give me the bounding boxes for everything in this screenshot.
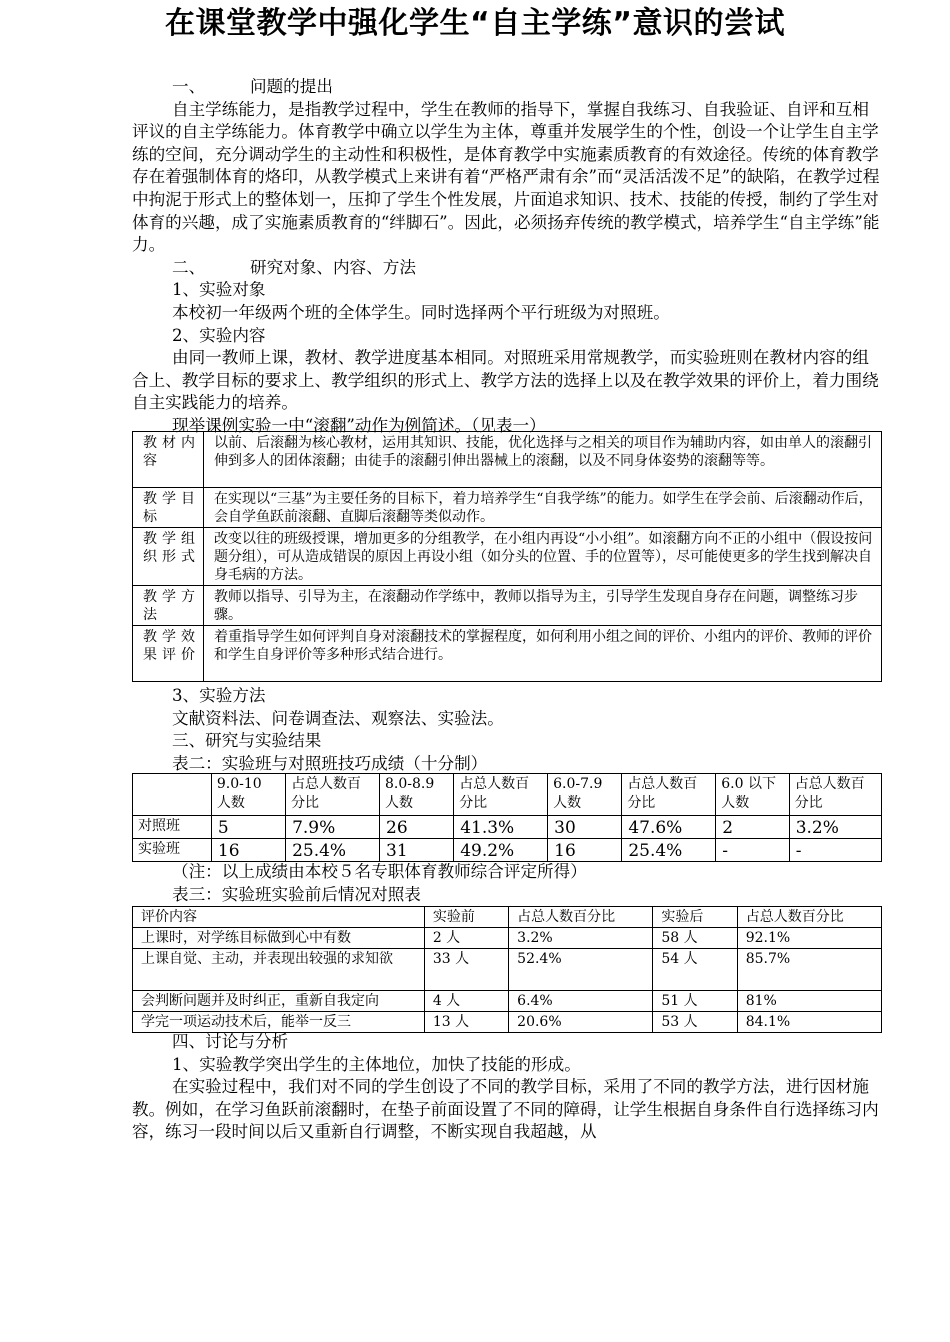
value-cell: 49.2% [454, 839, 548, 862]
row-label-cell: 会判断问题并及时纠正，重新自我定向 [133, 991, 425, 1012]
value-cell: 30 [548, 816, 622, 839]
section-heading-4: 四、讨论与分析 [172, 1032, 289, 1051]
value-cell: 25.4% [286, 839, 380, 862]
value-cell: 47.6% [622, 816, 716, 839]
value-cell: 85.7% [737, 949, 881, 991]
paragraph: 自主学练能力，是指教学过程中，学生在教师的指导下，掌握自我练习、自我验证、自评和互相评议的自主学练能力。体育教学中确立以学生为主体，尊重并发展学生的个性，创设一个让学生自主学练的空间，充分调动学生的主动性和积极性，是体育教学中实施素质教育的有效途径。传统的体育教学存在着强制体育的烙印，从教学模式上来讲有着“严格严肃有余”而“灵活活泼不足”的缺陷，在教学过程中拘泥于形式上的整体划一，压抑了学生个性发展，片面追求知识、技术、技能的传授，制约了学生对体育的兴趣，成了实施素质教育的“绊脚石”。因此，必须扬弃传统的教学模式，培养学生“自主学练”能力。 [132, 99, 880, 255]
table-row [133, 928, 882, 949]
value-cell: 81% [737, 991, 881, 1012]
row-header-cell: 教学组织形式 [133, 528, 204, 586]
table-caption: 表三：实验班实验前后情况对照表 [172, 884, 421, 904]
body-text-middle [132, 685, 882, 775]
row-label-cell: 上课自觉、主动，并表现出较强的求知欲 [133, 949, 425, 991]
table-header-row [133, 907, 882, 928]
table-row [133, 626, 882, 682]
body-text-top [132, 76, 882, 438]
section-number: 一、 [172, 77, 206, 96]
header-cell: 6.0-7.9 人数 [548, 774, 622, 816]
paragraph: 文献资料法、问卷调查法、观察法、实验法。 [172, 708, 504, 728]
value-cell: 33 人 [424, 949, 508, 991]
header-cell: 占总人数百分比 [509, 907, 653, 928]
teaching-design-table [132, 431, 882, 682]
row-content-cell: 改变以往的班级授课，增加更多的分组教学，在小组内再设“小小组”。如滚翻方向不正的小组中（假设按问题分组），可从造成错误的原因上再设小组（如分头的位置、手的位置等），尽可能使更多的学生找到解决自身毛病的方法。 [204, 528, 882, 586]
table-row [133, 949, 882, 991]
row-content-cell: 以前、后滚翻为核心教材，运用其知识、技能，优化选择与之相关的项目作为辅助内容，如由单人的滚翻引伸到多人的团体滚翻；由徒手的滚翻引伸出器械上的滚翻，以及不同身体姿势的滚翻等等。 [204, 432, 882, 488]
page-title: 在课堂教学中强化学生“自主学练”意识的尝试 [165, 6, 785, 41]
subheading: 3、实验方法 [172, 686, 266, 705]
value-cell: - [716, 839, 789, 862]
value-cell: 16 [211, 839, 285, 862]
subheading: 2、实验内容 [172, 325, 266, 345]
row-label-cell: 学完一项运动技术后，能举一反三 [133, 1012, 425, 1033]
header-cell: 8.0-8.9 人数 [380, 774, 454, 816]
value-cell: 51 人 [653, 991, 737, 1012]
header-cell: 实验前 [424, 907, 508, 928]
header-cell: 9.0-10 人数 [211, 774, 285, 816]
section-heading-3: 三、研究与实验结果 [172, 731, 322, 751]
table-row [133, 432, 882, 488]
header-cell: 占总人数百分比 [622, 774, 716, 816]
table-row [133, 839, 882, 862]
row-content-cell: 教师以指导、引导为主，在滚翻动作学练中，教师以指导为主，引导学生发现自身存在问题，调整练习步骤。 [204, 586, 882, 626]
header-cell: 占总人数百分比 [454, 774, 548, 816]
paragraph: 本校初一年级两个班的全体学生。同时选择两个平行班级为对照班。 [172, 302, 670, 322]
value-cell: 53 人 [653, 1012, 737, 1033]
row-content-cell: 在实现以“三基”为主要任务的目标下，着力培养学生“自我学练”的能力。如学生在学会前、后滚翻动作后，会自学鱼跃前滚翻、直脚后滚翻等类似动作。 [204, 488, 882, 528]
section-title: 研究对象、内容、方法 [250, 257, 416, 277]
value-cell: 92.1% [737, 928, 881, 949]
value-cell: 7.9% [286, 816, 380, 839]
header-cell: 评价内容 [133, 907, 425, 928]
table-row [133, 488, 882, 528]
table-row [133, 1012, 882, 1033]
before-after-table [132, 906, 882, 1033]
header-cell: 占总人数百分比 [789, 774, 881, 816]
value-cell: 3.2% [509, 928, 653, 949]
row-header-cell: 教学方法 [133, 586, 204, 626]
body-text-notes [132, 861, 882, 906]
header-cell: 占总人数百分比 [286, 774, 380, 816]
table-row [133, 991, 882, 1012]
value-cell: 5 [211, 816, 285, 839]
row-header-cell: 教学效果评价 [133, 626, 204, 682]
section-heading-1 [132, 76, 882, 99]
value-cell: 20.6% [509, 1012, 653, 1033]
value-cell: 25.4% [622, 839, 716, 862]
table-row [133, 528, 882, 586]
value-cell: 6.4% [509, 991, 653, 1012]
value-cell: 2 人 [424, 928, 508, 949]
value-cell: 2 [716, 816, 789, 839]
value-cell: 52.4% [509, 949, 653, 991]
section-number: 二、 [172, 257, 206, 277]
value-cell: 54 人 [653, 949, 737, 991]
value-cell: 58 人 [653, 928, 737, 949]
value-cell: 4 人 [424, 991, 508, 1012]
row-content-cell: 着重指导学生如何评判自身对滚翻技术的掌握程度，如何利用小组之间的评价、小组内的评价、教师的评价和学生自身评价等多种形式结合进行。 [204, 626, 882, 682]
value-cell: 31 [380, 839, 454, 862]
row-header-cell: 教材内容 [133, 432, 204, 488]
body-text-bottom [132, 1031, 882, 1144]
row-label-cell: 对照班 [133, 816, 212, 839]
table-row [133, 586, 882, 626]
section-heading-2 [132, 257, 882, 280]
value-cell: - [789, 839, 881, 862]
value-cell: 3.2% [789, 816, 881, 839]
paragraph: 现举课例实验一中“滚翻”动作为例简述。（见表一） [172, 415, 546, 435]
subheading: 1、实验教学突出学生的主体地位，加快了技能的形成。 [172, 1054, 581, 1074]
header-cell: 实验后 [653, 907, 737, 928]
table-caption: 表二：实验班与对照班技巧成绩（十分制） [172, 753, 488, 773]
value-cell: 26 [380, 816, 454, 839]
value-cell: 41.3% [454, 816, 548, 839]
subheading: 1、实验对象 [172, 280, 266, 300]
value-cell: 13 人 [424, 1012, 508, 1033]
row-header-cell: 教学目标 [133, 488, 204, 528]
paragraph: 在实验过程中，我们对不同的学生创设了不同的教学目标，采用了不同的教学方法，进行因材施教。例如，在学习鱼跃前滚翻时，在垫子前面设置了不同的障碍，让学生根据自身条件自行选择练习内容，练习一段时间以后又重新自行调整，不断实现自我超越，从 [132, 1077, 879, 1142]
row-label-cell: 实验班 [133, 839, 212, 862]
table-header-row [133, 774, 882, 816]
paragraph: 由同一教师上课，教材、教学进度基本相同。对照班采用常规教学，而实验班则在教材内容的组合上、教学目标的要求上、教学组织的形式上、教学方法的选择上以及在教学效果的评价上，着力围绕自主实践能力的培养。 [132, 348, 879, 413]
value-cell: 16 [548, 839, 622, 862]
table-row [133, 816, 882, 839]
header-cell: 6.0 以下人数 [716, 774, 789, 816]
header-cell: 占总人数百分比 [737, 907, 881, 928]
header-cell [133, 774, 212, 816]
table-note: （注：以上成绩由本校５名专职体育教师综合评定所得） [172, 862, 587, 881]
value-cell: 84.1% [737, 1012, 881, 1033]
section-title: 问题的提出 [250, 77, 333, 96]
row-label-cell: 上课时，对学练目标做到心中有数 [133, 928, 425, 949]
score-comparison-table [132, 773, 882, 862]
